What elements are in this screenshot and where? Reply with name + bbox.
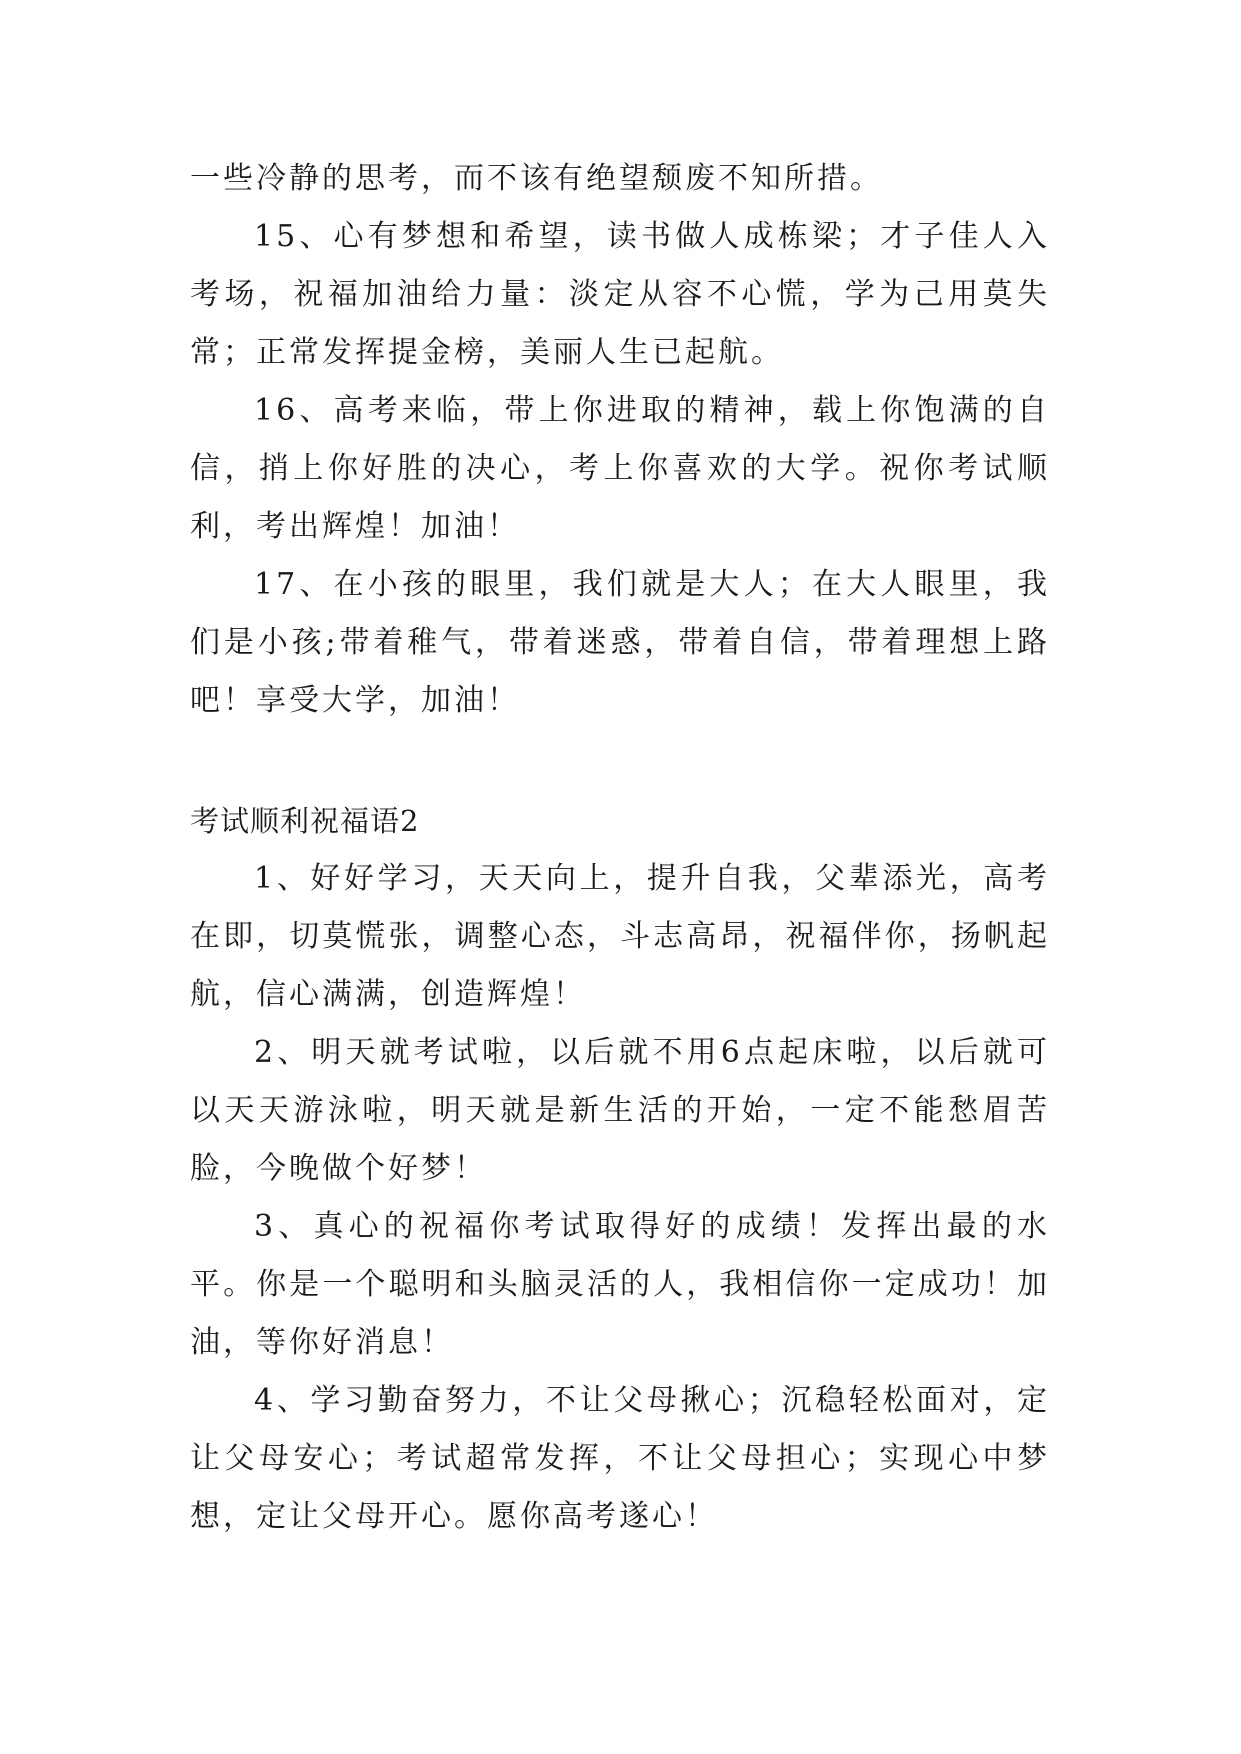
paragraph-item-16: 16、高考来临，带上你进取的精神，载上你饱满的自信，捎上你好胜的决心，考上你喜欢的大学。祝你考试顺利，考出辉煌！加油！: [190, 393, 1050, 544]
paragraph-item-1: 1、好好学习，天天向上，提升自我，父辈添光，高考在即，切莫慌张，调整心态，斗志高昂，祝福伴你，扬帆起航，信心满满，创造辉煌！: [190, 861, 1050, 1012]
paragraph-item-2: 2、明天就考试啦，以后就不用6点起床啦，以后就可以天天游泳啦，明天就是新生活的开始，一定不能愁眉苦脸，今晚做个好梦！: [190, 1035, 1050, 1186]
document-page: [190, 150, 1050, 1546]
paragraph-item-4: 4、学习勤奋努力，不让父母揪心；沉稳轻松面对，定让父母安心；考试超常发挥，不让父母担心；实现心中梦想，定让父母开心。愿你高考遂心！: [190, 1383, 1050, 1534]
paragraph-item-17: 17、在小孩的眼里，我们就是大人；在大人眼里，我们是小孩;带着稚气，带着迷惑，带着自信，带着理想上路吧！享受大学，加油！: [190, 567, 1050, 718]
section-title: 考试顺利祝福语2: [190, 804, 420, 838]
paragraph-continuation: 一些冷静的思考，而不该有绝望颓废不知所措。: [190, 161, 883, 196]
paragraph-item-3: 3、真心的祝福你考试取得好的成绩！发挥出最的水平。你是一个聪明和头脑灵活的人，我相信你一定成功！加油，等你好消息！: [190, 1209, 1050, 1360]
paragraph-item-15: 15、心有梦想和希望，读书做人成栋梁；才子佳人入考场，祝福加油给力量：淡定从容不心慌，学为己用莫失常；正常发挥提金榜，美丽人生已起航。: [190, 219, 1050, 370]
